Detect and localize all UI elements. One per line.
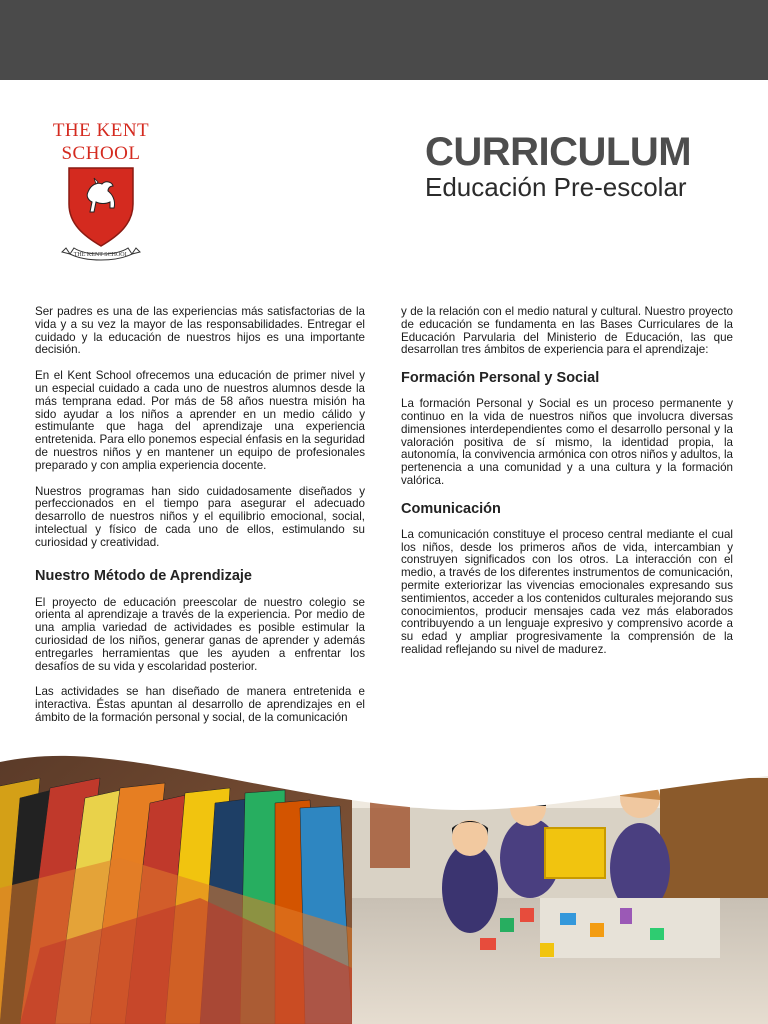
shield-horse-icon: [36, 164, 166, 262]
personal-social-paragraph: La formación Personal y Social es un proceso permanente y continuo en la vida de nuestros niños que involucra diversas dimensiones interdependientes como el desarrollo personal y la valoración positiva de sí mismo, la identidad propia, la autonomía, la convivencia armónica con otros niños y adultos, la pertenencia a una comunidad y a una cultura y la formación valórica.: [401, 397, 733, 487]
page-subtitle: Educación Pre-escolar: [425, 172, 687, 202]
logo-text-line2: SCHOOL: [61, 143, 141, 164]
method-paragraph: El proyecto de educación preescolar de nuestro colegio se orienta al aprendizaje a través de la experiencia. Por medio de una amplia variedad de actividades es posible estimular la curiosidad de los niños, generar ganas de aprender y además entregarles herramientas que les ayuden a enfrentar los desafíos de su vida y escolaridad posterior.: [35, 595, 365, 673]
activities-paragraph: Las actividades se han diseñado de manera entretenida e interactiva. Éstas apuntan al desarrollo de aprendizajes en el ámbito de la formación personal y social, de la comunicación: [35, 685, 365, 724]
kent-school-logo: [36, 120, 166, 262]
right-column: [401, 306, 733, 670]
intro-paragraph: Ser padres es una de las experiencias más satisfactorias de la vida y a su vez la mayor de las responsabilidades. Entregar el cuidado y la educación de nuestros hijos es una importante decisión.: [35, 305, 365, 357]
top-header-bar: [0, 0, 768, 80]
logo-text-line1: THE KENT: [52, 120, 150, 141]
programs-paragraph: Nuestros programas han sido cuidadosamente diseñados y perfeccionados en el tiempo para asegurar el adecuado desarrollo de nuestros niños y el equilibrio emocional, social, intelectual y físico de cada uno de ellos, estimulando su curiosidad y creatividad.: [35, 484, 365, 549]
photo-banner: [0, 748, 768, 1024]
relation-paragraph: y de la relación con el medio natural y cultural. Nuestro proyecto de educación se fundamenta en las Bases Curriculares de la Educación Parvularia del Ministerio de Educación, las que desarrollan tres ámbitos de experiencia para el aprendizaje:: [401, 305, 733, 357]
communication-paragraph: La comunicación constituye el proceso central mediante el cual los niños, desde los primeros años de vida, intercambian y construyen significados con los otros. La interacción con el medio, a través de los diferentes instrumentos de comunicación, permite exteriorizar las vivencias emocionales expresando sus sentimientos, acceder a los contenidos culturales mejorando sus conocimientos, producir mensajes cada vez más elaborados contribuyendo a un lenguaje expresivo y comprensivo acorde a su edad y ampliar progresivamente la comprensión de la realidad reflejando su nivel de madurez.: [401, 527, 733, 656]
personal-social-heading: Formación Personal y Social: [401, 370, 600, 387]
logo-ribbon-text: THE KENT SCHOOL: [73, 252, 129, 258]
page-title: CURRICULUM: [425, 130, 692, 174]
left-column: [35, 306, 365, 738]
method-heading: Nuestro Método de Aprendizaje: [35, 567, 252, 584]
kent-school-paragraph: En el Kent School ofrecemos una educación de primer nivel y un especial cuidado a cada uno de nuestros alumnos desde la más temprana edad. Por más de 58 años nuestra misión ha sido ayudar a los niños a aprender en un medio cálido y estimulante que haga del aprendizaje una experiencia entretenida. Para ello ponemos especial énfasis en la seguridad de nuestros niños y en mantener un equipo de profesionales preparado y con amplia experiencia docente.: [35, 369, 365, 472]
communication-heading: Comunicación: [401, 500, 501, 517]
